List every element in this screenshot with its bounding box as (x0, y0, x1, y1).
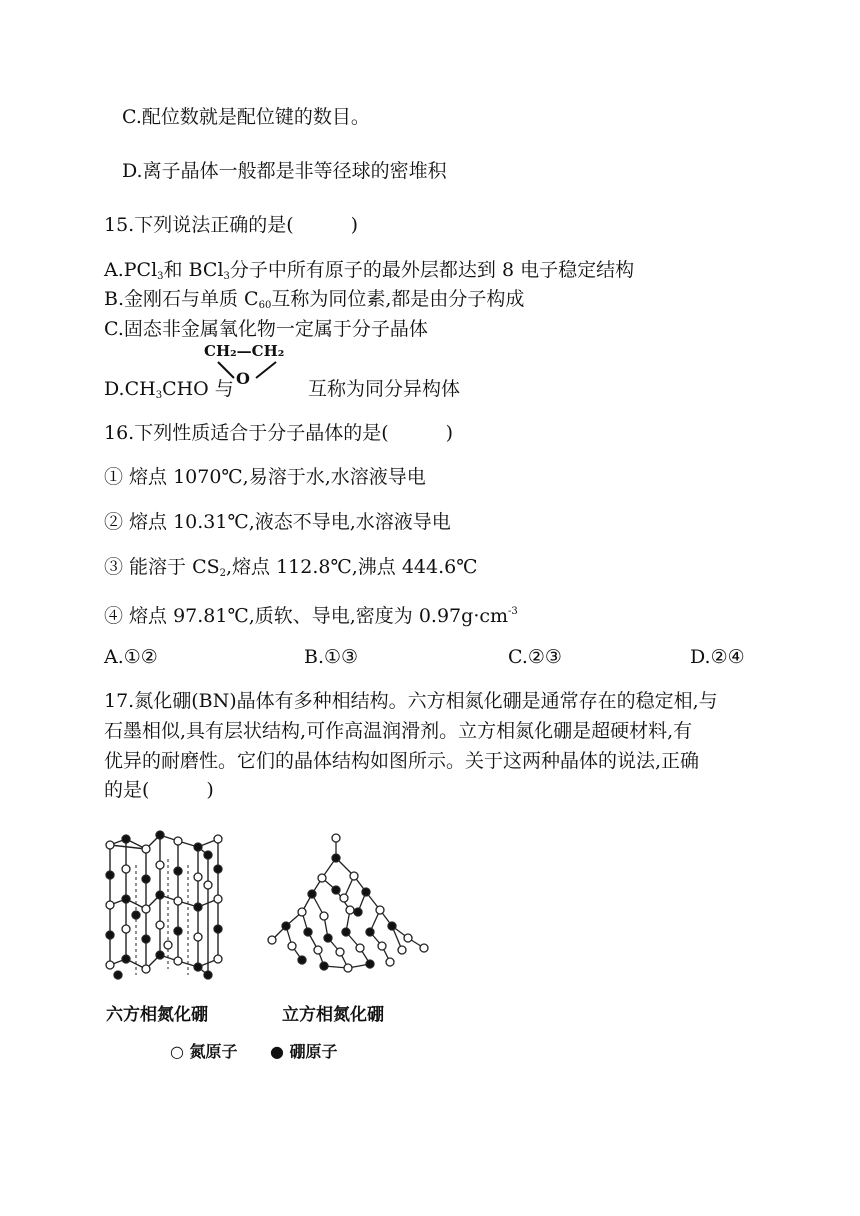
q15-d-sub: 3 (155, 390, 163, 401)
q16-option-a: A.①② (104, 646, 158, 668)
legend-nitrogen: ○ 氮原子 (170, 1042, 238, 1061)
q15-a-post: 分子中所有原子的最外层都达到 8 电子稳定结构 (229, 259, 635, 281)
q16-option-d: D.②④ (690, 646, 745, 668)
q16-item-1: ① 熔点 1070℃,易溶于水,水溶液导电 (104, 466, 426, 488)
q16-i4-sup: -3 (508, 606, 518, 617)
q17-line-2: 石墨相似,具有层状结构,可作高温润滑剂。立方相氮化硼是超硬材料,有 (104, 720, 693, 742)
q16-item-3 (104, 554, 477, 587)
cubic-bn-label: 立方相氮化硼 (282, 1005, 384, 1025)
q15-b-post: 互称为同位素,都是由分子构成 (271, 288, 525, 310)
q15-a-sub1: 3 (157, 271, 164, 282)
q16-i3-post: ,熔点 112.8℃,沸点 444.6℃ (226, 556, 478, 578)
q15-b-pre: B.金刚石与单质 C (104, 288, 259, 310)
legend-boron: ● 硼原子 (270, 1042, 338, 1061)
q15-stem: 15.下列说法正确的是( ) (104, 214, 359, 236)
q16-option-b: B.①③ (304, 646, 359, 668)
q16-item-2: ② 熔点 10.31℃,液态不导电,水溶液导电 (104, 511, 451, 533)
q14-option-d: D.离子晶体一般都是非等径球的密堆积 (122, 160, 447, 182)
q15-d-mid: CHO 与 (162, 378, 234, 400)
structure-oxygen: O (236, 369, 250, 388)
hexagonal-bn-structure (98, 825, 238, 985)
structure-top-label: CH₂—CH₂ (204, 342, 285, 360)
q15-a-sub2: 3 (223, 271, 230, 282)
q16-i3-sub: 2 (219, 568, 227, 579)
q15-option-b (104, 286, 524, 319)
q15-option-c: C.固态非金属氧化物一定属于分子晶体 (104, 318, 428, 340)
hexagonal-bn-label: 六方相氮化硼 (106, 1005, 208, 1025)
q14-option-c: C.配位数就是配位键的数目。 (122, 106, 370, 128)
q17-line-1: 17.氮化硼(BN)晶体有多种相结构。六方相氮化硼是通常存在的稳定相,与 (104, 690, 718, 712)
q16-i3-pre: ③ 能溶于 CS (104, 556, 220, 578)
ethylene-oxide-structure (200, 342, 300, 392)
q15-a-pre: A.PCl (104, 259, 158, 281)
q15-b-sub: 60 (258, 300, 272, 311)
q16-option-c: C.②③ (508, 646, 562, 668)
cubic-bn-structure (262, 828, 432, 988)
q17-line-4: 的是( ) (104, 779, 214, 801)
q15-a-mid: 和 BCl (163, 259, 224, 281)
q16-i4-pre: ④ 熔点 97.81℃,质软、导电,密度为 0.97g·cm (104, 605, 509, 627)
q17-line-3: 优异的耐磨性。它们的晶体结构如图所示。关于这两种晶体的说法,正确 (104, 750, 700, 772)
q16-item-4 (104, 599, 518, 629)
structure-bonds (200, 342, 300, 392)
q15-d-post: 互称为同分异构体 (308, 378, 461, 400)
q16-stem: 16.下列性质适合于分子晶体的是( ) (104, 422, 454, 444)
q15-d-pre: D.CH (104, 378, 156, 400)
